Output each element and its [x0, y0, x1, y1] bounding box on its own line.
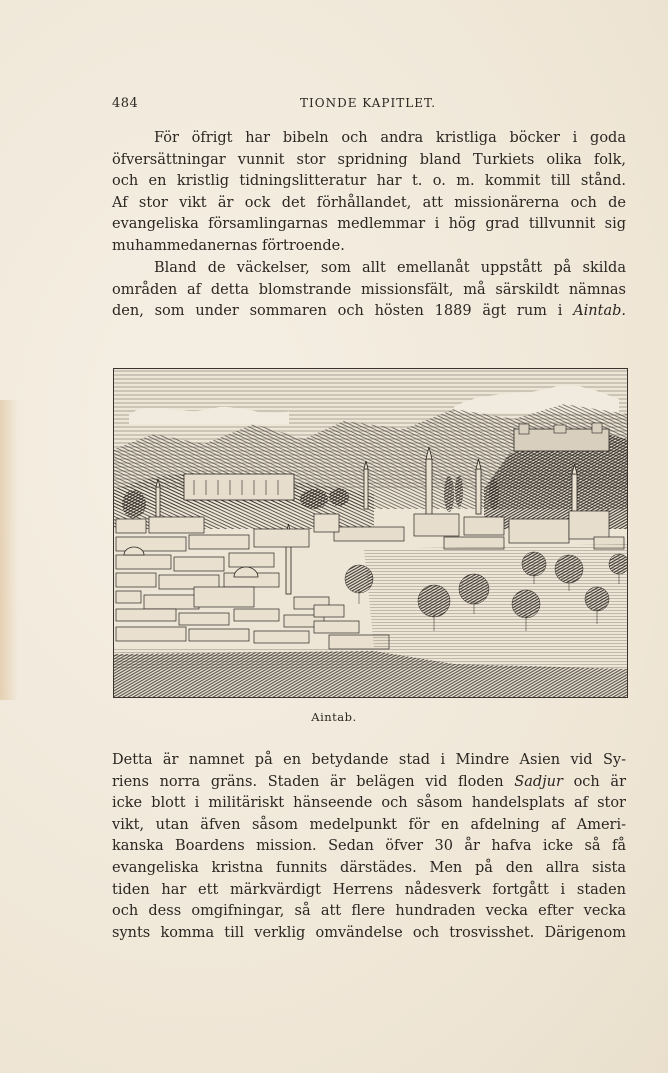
- text-line: muhammedanernas förtroende.: [112, 237, 345, 254]
- page-stain: [0, 400, 18, 700]
- text-line: Bland de väckelser, som allt emellanåt uppstått på skilda: [154, 260, 626, 276]
- town-right: [334, 511, 624, 549]
- text-line: evangeliska församlingarnas medlemmar i hög grad tillvunnit sig: [112, 216, 626, 233]
- paragraph-3: [112, 750, 626, 944]
- text-line: [112, 301, 626, 323]
- text-span: och är: [562, 773, 627, 790]
- page-number: 484: [112, 96, 139, 111]
- text-line: områden af detta blomstrande missionsfält, må särskildt nämnas: [112, 281, 626, 298]
- large-building: [184, 474, 294, 500]
- text-line: [112, 772, 626, 794]
- engraving-aintab: [113, 368, 628, 698]
- text-line: och en kristlig tidningslitteratur har t. o. m. kommit till stånd.: [112, 173, 626, 190]
- engraving-illustration: [114, 369, 627, 697]
- paragraph-1: [112, 128, 626, 258]
- text-line: vikt, utan äfven såsom medelpunkt för en afdelning af Ameri-: [112, 816, 626, 833]
- text-line: synts komma till verklig omvändelse och trosvisshet. Därigenom: [112, 924, 626, 941]
- paragraph-2: [112, 258, 626, 323]
- figure-caption: Aintab.: [311, 710, 357, 724]
- text-line: För öfrigt har bibeln och andra kristliga böcker i goda: [154, 130, 626, 146]
- text-line: icke blott i militäriskt hänseende och såsom handelsplats af stor: [112, 795, 626, 812]
- text-line: tiden har ett märkvärdigt Herrens nådesverk fortgått i staden: [112, 881, 626, 898]
- text-line: kanska Boardens mission. Sedan öfver 30 år hafva icke så få: [112, 838, 626, 855]
- text-line: Af stor vikt är ock det förhållandet, att missionärerna och de: [112, 194, 626, 211]
- text-span: den, som under sommaren och hösten 1889 ägt rum i: [112, 303, 574, 320]
- river-name-sadjur: Sadjur: [514, 773, 563, 790]
- text-line: och dess omgifningar, så att flere hundraden vecka efter vecka: [112, 903, 626, 920]
- page-header: [110, 96, 630, 118]
- place-name-aintab: Aintab.: [573, 303, 626, 320]
- text-line: öfversättningar vunnit stor spridning bland Turkiets olika folk,: [112, 151, 626, 168]
- text-line: Detta är namnet på en betydande stad i Mindre Asien vid Sy-: [112, 752, 626, 768]
- text-line: evangeliska kristna funnits därstädes. Men på den allra sista: [112, 859, 626, 876]
- text-span: riens norra gräns. Staden är belägen vid floden: [112, 773, 515, 790]
- running-title: TIONDE KAPITLET.: [300, 96, 437, 110]
